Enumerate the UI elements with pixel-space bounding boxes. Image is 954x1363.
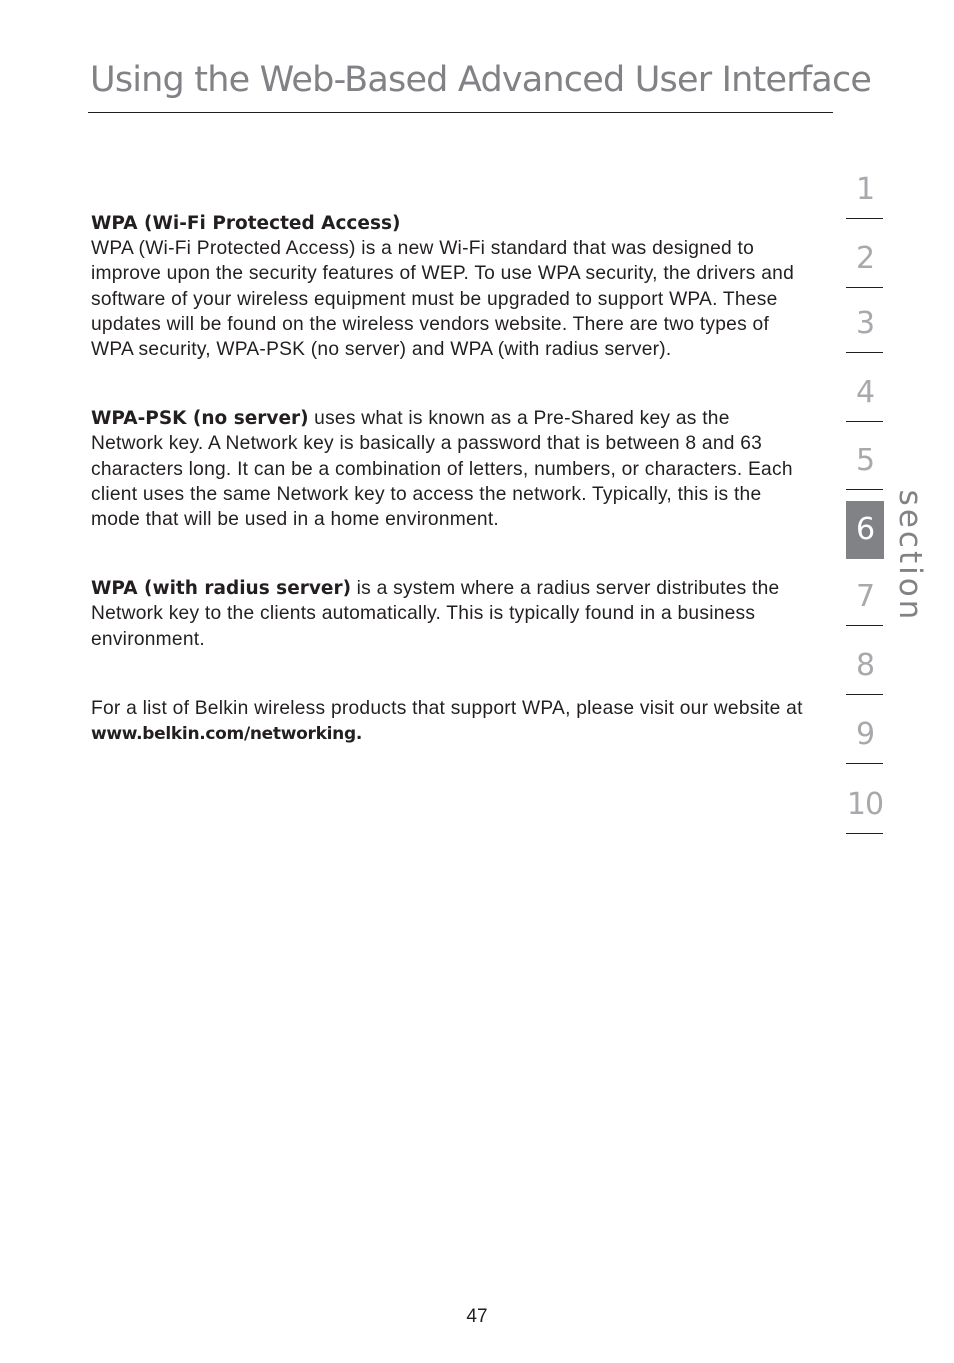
tab-divider [846, 352, 883, 353]
belkin-website-link[interactable]: www.belkin.com/networking. [91, 724, 362, 745]
closing-text: For a list of Belkin wireless products that support WPA, please visit our website at [91, 697, 803, 719]
wpa-radius-paragraph [91, 576, 806, 652]
intro-paragraph [91, 211, 806, 362]
section-tab-8[interactable]: 8 [846, 637, 884, 695]
title-divider [88, 112, 833, 113]
wpa-radius-term: WPA (with radius server) [91, 578, 352, 600]
section-tab-10[interactable]: 10 [846, 776, 884, 834]
closing-paragraph [91, 696, 806, 747]
wpa-radius-text: is a system where a radius server distributes the Network key to the clients automatically. This is typically found in a business environment. [91, 578, 780, 650]
tab-divider [846, 287, 883, 288]
section-tab-1[interactable]: 1 [846, 161, 884, 219]
tab-divider [846, 218, 883, 219]
tab-divider [846, 489, 883, 490]
section-tab-2[interactable]: 2 [846, 230, 884, 288]
tab-divider [846, 833, 883, 834]
tab-divider [846, 421, 883, 422]
section-tab-7[interactable]: 7 [846, 568, 884, 626]
wpa-psk-text: uses what is known as a Pre-Shared key as the Network key. A Network key is basically a password that is between 8 and 63 characters long. It can be a combination of letters, numbers, or characters. Each client uses the same Network key to access the network. Typically, this is the mode that will be used in a home environment. [91, 408, 793, 531]
tab-divider [846, 694, 883, 695]
section-tab-6-active[interactable]: 6 [846, 501, 884, 559]
wpa-psk-term: WPA-PSK (no server) [91, 408, 309, 430]
section-tab-9[interactable]: 9 [846, 706, 884, 764]
main-content [91, 211, 806, 747]
tab-divider [846, 763, 883, 764]
tab-divider [846, 625, 883, 626]
wpa-psk-paragraph [91, 406, 806, 532]
section-tab-4[interactable]: 4 [846, 364, 884, 422]
wpa-heading: WPA (Wi-Fi Protected Access) [91, 213, 401, 234]
section-tab-3[interactable]: 3 [846, 295, 884, 353]
page-title: Using the Web-Based Advanced User Interface [90, 60, 872, 100]
section-label: section [892, 489, 928, 623]
wpa-intro-text: WPA (Wi-Fi Protected Access) is a new Wi-Fi standard that was designed to improve upon the security features of WEP. To use WPA security, the drivers and software of your wireless equipment must be upgraded to support WPA. These updates will be found on the wireless vendors website. There are two types of WPA security, WPA-PSK (no server) and WPA (with radius server). [91, 238, 794, 361]
page-number: 47 [466, 1306, 488, 1327]
section-tab-5[interactable]: 5 [846, 432, 884, 490]
